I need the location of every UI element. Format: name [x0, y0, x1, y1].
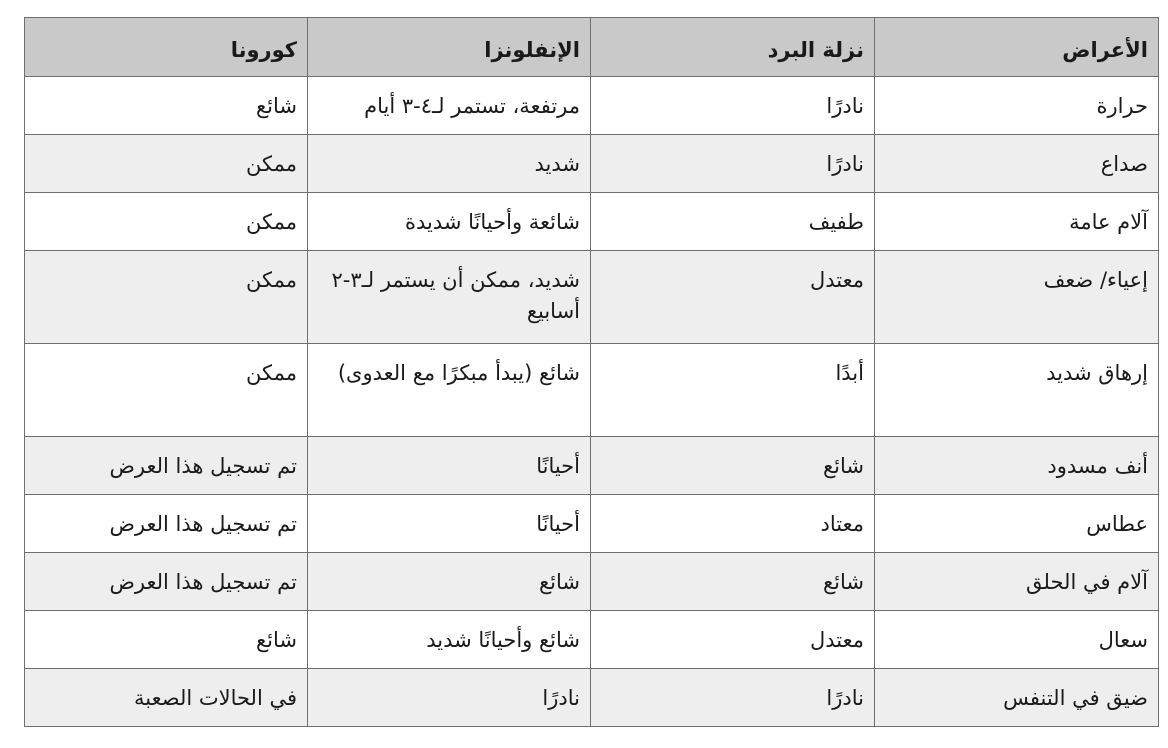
- symptoms-table-container: [24, 17, 1158, 727]
- flu-cell: نادرًا: [308, 669, 591, 727]
- flu-cell: شائعة وأحيانًا شديدة: [308, 193, 591, 251]
- header-corona: كورونا: [25, 18, 308, 77]
- flu-cell: شائع: [308, 553, 591, 611]
- symptom-cell: ضيق في التنفس: [875, 669, 1159, 727]
- corona-cell: تم تسجيل هذا العرض: [25, 495, 308, 553]
- flu-cell: شديد: [308, 135, 591, 193]
- symptom-cell: آلام عامة: [875, 193, 1159, 251]
- corona-cell: ممكن: [25, 193, 308, 251]
- table-row: [25, 251, 1159, 344]
- flu-cell: شائع وأحيانًا شديد: [308, 611, 591, 669]
- symptoms-comparison-table: [24, 17, 1159, 727]
- corona-cell: ممكن: [25, 251, 308, 344]
- cold-cell: معتاد: [591, 495, 875, 553]
- table-row: [25, 495, 1159, 553]
- cold-cell: معتدل: [591, 611, 875, 669]
- table-row: [25, 437, 1159, 495]
- table-body: [25, 77, 1159, 727]
- table-row: [25, 553, 1159, 611]
- cold-cell: أبدًا: [591, 344, 875, 437]
- symptom-cell: حرارة: [875, 77, 1159, 135]
- symptom-cell: عطاس: [875, 495, 1159, 553]
- cold-cell: شائع: [591, 437, 875, 495]
- table-row: [25, 611, 1159, 669]
- corona-cell: تم تسجيل هذا العرض: [25, 553, 308, 611]
- corona-cell: ممكن: [25, 344, 308, 437]
- corona-cell: في الحالات الصعبة: [25, 669, 308, 727]
- flu-cell: أحيانًا: [308, 495, 591, 553]
- cold-cell: شائع: [591, 553, 875, 611]
- symptom-cell: صداع: [875, 135, 1159, 193]
- flu-cell: أحيانًا: [308, 437, 591, 495]
- table-row: [25, 77, 1159, 135]
- table-row: [25, 344, 1159, 437]
- corona-cell: شائع: [25, 77, 308, 135]
- cold-cell: معتدل: [591, 251, 875, 344]
- cold-cell: نادرًا: [591, 77, 875, 135]
- symptom-cell: سعال: [875, 611, 1159, 669]
- header-cold: نزلة البرد: [591, 18, 875, 77]
- flu-cell: شديد، ممكن أن يستمر لـ٣-٢ أسابيع: [308, 251, 591, 344]
- table-header: [25, 18, 1159, 77]
- cold-cell: طفيف: [591, 193, 875, 251]
- header-flu: الإنفلونزا: [308, 18, 591, 77]
- corona-cell: تم تسجيل هذا العرض: [25, 437, 308, 495]
- corona-cell: شائع: [25, 611, 308, 669]
- symptom-cell: أنف مسدود: [875, 437, 1159, 495]
- table-row: [25, 135, 1159, 193]
- flu-cell: مرتفعة، تستمر لـ٤-٣ أيام: [308, 77, 591, 135]
- cold-cell: نادرًا: [591, 135, 875, 193]
- symptom-cell: إعياء/ ضعف: [875, 251, 1159, 344]
- header-row: [25, 18, 1159, 77]
- symptom-cell: إرهاق شديد: [875, 344, 1159, 437]
- corona-cell: ممكن: [25, 135, 308, 193]
- flu-cell: شائع (يبدأ مبكرًا مع العدوى): [308, 344, 591, 437]
- cold-cell: نادرًا: [591, 669, 875, 727]
- table-row: [25, 669, 1159, 727]
- symptom-cell: آلام في الحلق: [875, 553, 1159, 611]
- header-symptoms: الأعراض: [875, 18, 1159, 77]
- table-row: [25, 193, 1159, 251]
